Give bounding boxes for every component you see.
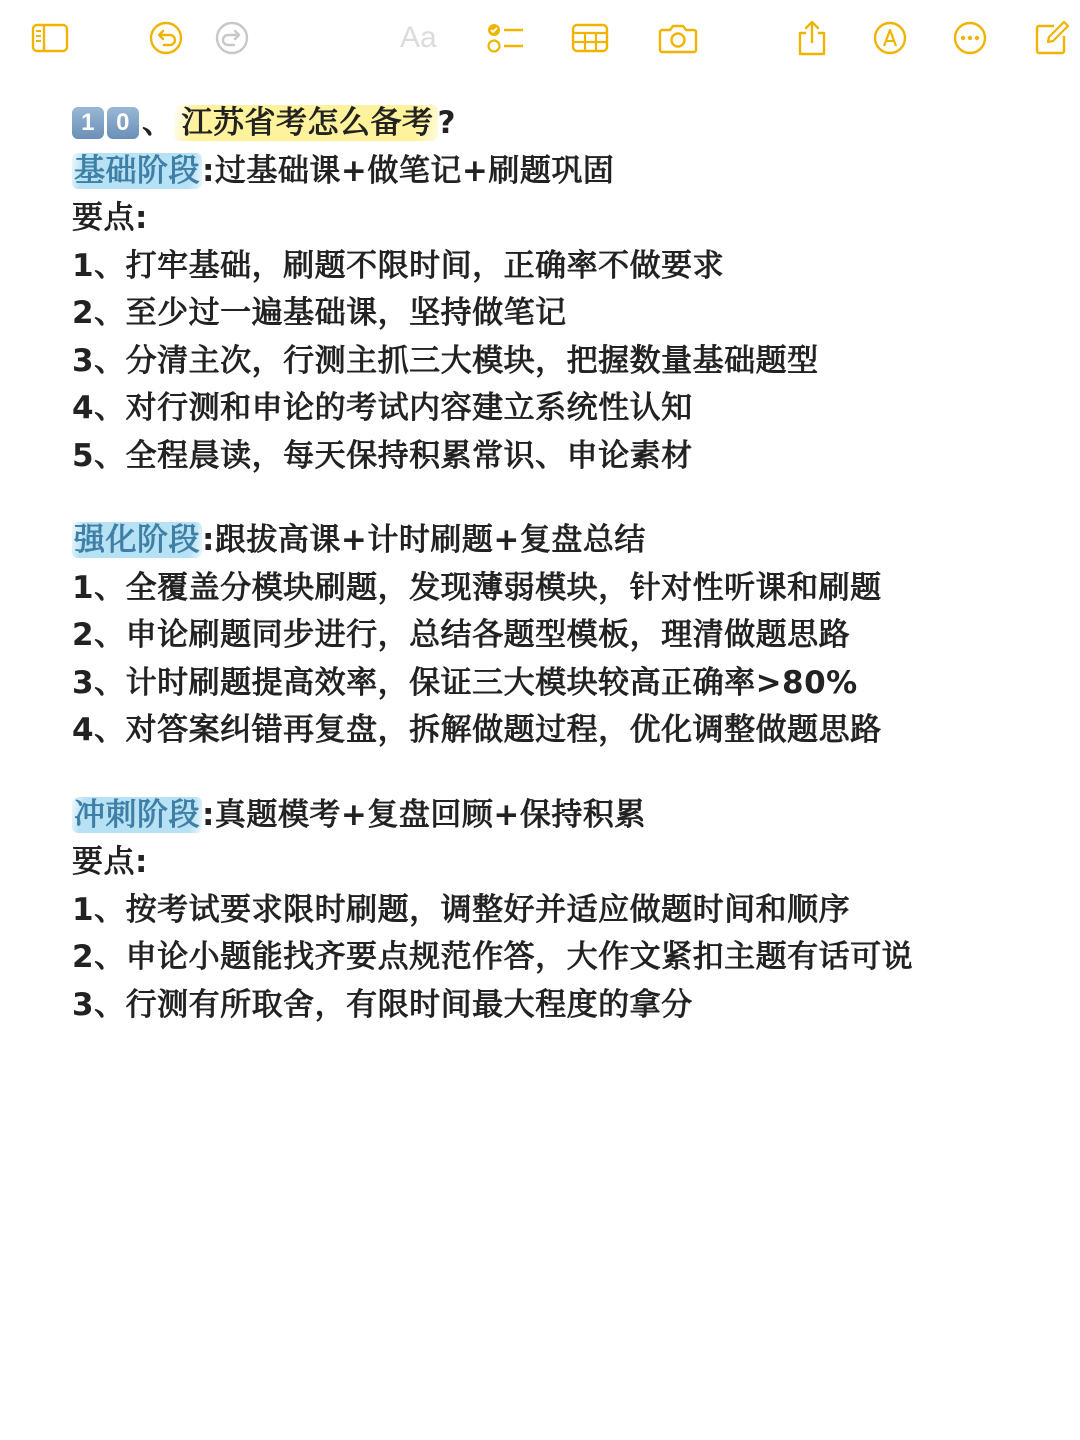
share-icon[interactable] [792, 18, 832, 58]
list-item: 2、申论小题能找齐要点规范作答，大作文紧扣主题有话可说 [72, 939, 914, 975]
redo-icon[interactable] [212, 18, 252, 58]
keycap-zero: 0 [107, 107, 139, 139]
stage-summary: :真题模考+复盘回顾+保持积累 [202, 796, 646, 833]
undo-icon[interactable] [146, 18, 186, 58]
notes-toolbar [0, 0, 1080, 80]
stage-summary: :过基础课+做笔记+刷题巩固 [202, 152, 615, 189]
key-points-heading: 要点: [72, 844, 148, 880]
section-heading-intensive [72, 517, 1032, 565]
stage-label: 冲刺阶段 [74, 796, 200, 833]
markup-icon[interactable] [870, 18, 910, 58]
list-item: 1、全覆盖分模块刷题，发现薄弱模块，针对性听课和刷题 [72, 569, 882, 606]
list-item: 2、至少过一遍基础课，坚持做笔记 [72, 295, 567, 331]
camera-icon[interactable] [658, 18, 698, 58]
list-item: 4、对答案纠错再复盘，拆解做题过程，优化调整做题思路 [72, 712, 882, 748]
paragraph-gap [72, 480, 1032, 517]
title-highlight: 江苏省考怎么备考 [174, 105, 438, 141]
more-icon[interactable] [950, 18, 990, 58]
title-suffix: ? [437, 105, 456, 141]
checklist-icon[interactable] [486, 18, 526, 58]
paragraph-gap [72, 755, 1032, 792]
list-item: 3、行测有所取舍，有限时间最大程度的拿分 [72, 986, 693, 1023]
title-separator: 、 [142, 105, 174, 141]
list-item: 2、申论刷题同步进行，总结各题型模板，理清做题思路 [72, 617, 851, 653]
note-body[interactable] [72, 100, 1032, 1029]
stage-summary: :跟拔高课+计时刷题+复盘总结 [202, 522, 646, 558]
note-title [72, 100, 1032, 148]
section-heading-sprint [72, 792, 1032, 840]
list-item: 5、全程晨读，每天保持积累常识、申论素材 [72, 437, 693, 474]
sidebar-icon[interactable] [30, 18, 70, 58]
stage-label: 强化阶段 [74, 522, 200, 558]
key-points-heading: 要点: [72, 200, 148, 236]
list-item: 1、打牢基础，刷题不限时间，正确率不做要求 [72, 247, 725, 284]
list-item: 3、计时刷题提高效率，保证三大模块较高正确率>80% [72, 664, 858, 701]
list-item: 3、分清主次，行测主抓三大模块，把握数量基础题型 [72, 342, 819, 379]
keycap-one: 1 [72, 107, 104, 139]
format-icon[interactable]: Aa [400, 21, 437, 54]
stage-label: 基础阶段 [74, 152, 200, 189]
list-item: 1、按考试要求限时刷题，调整好并适应做题时间和顺序 [72, 891, 851, 928]
list-item: 4、对行测和申论的考试内容建立系统性认知 [72, 390, 693, 426]
section-heading-basic [72, 148, 1032, 196]
compose-icon[interactable] [1032, 18, 1072, 58]
table-icon[interactable] [570, 18, 610, 58]
